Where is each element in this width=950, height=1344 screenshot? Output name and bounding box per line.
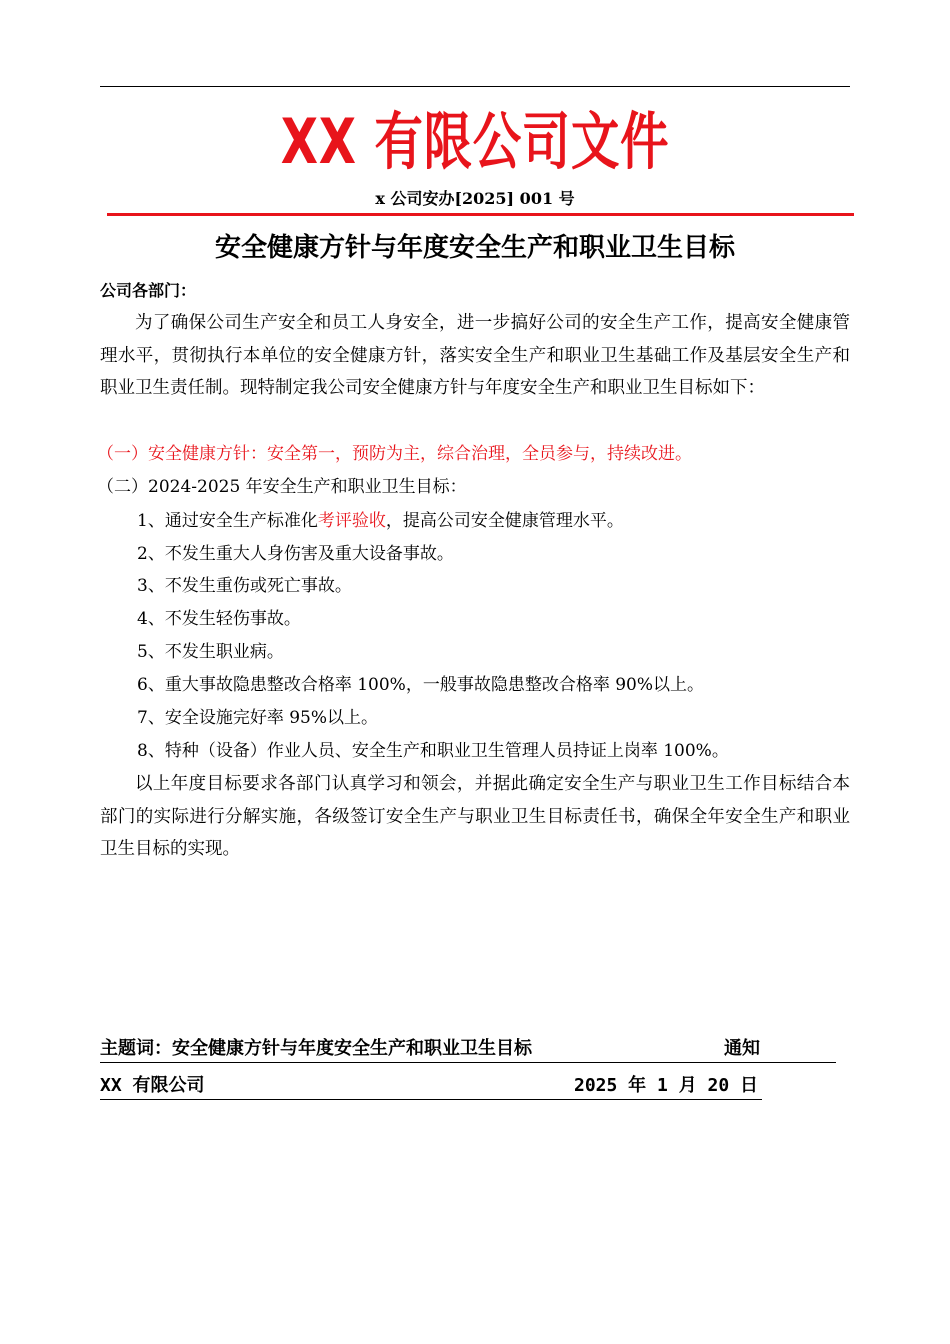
goal-1-prefix: 1、通过安全生产标准化 <box>137 511 318 531</box>
footer-rule-2 <box>100 1099 762 1100</box>
goal-item-2: 2、不发生重大人身伤害及重大设备事故。 <box>137 544 454 564</box>
goal-item-6: 6、重大事故隐患整改合格率 100%，一般事故隐患整改合格率 90%以上。 <box>137 675 705 695</box>
goal-item-1 <box>137 507 624 535</box>
document-banner: XX 有限公司文件 <box>280 105 670 178</box>
footer-rule-1 <box>100 1062 836 1063</box>
goal-item-4: 4、不发生轻伤事故。 <box>137 609 301 629</box>
goal-item-3: 3、不发生重伤或死亡事故。 <box>137 576 352 596</box>
top-rule <box>100 86 850 87</box>
salutation: 公司各部门： <box>100 281 197 300</box>
document-number: x 公司安办[2025] 001 号 <box>375 189 575 208</box>
goals-heading: （二）2024-2025 年安全生产和职业卫生目标： <box>97 477 467 497</box>
red-divider <box>107 213 854 216</box>
closing-paragraph: 以上年度目标要求各部门认真学习和领会，并据此确定安全生产与职业卫生工作目标结合本部门的实际进行分解实施，各级签订安全生产与职业卫生目标责任书，确保全年安全生产和职业卫生目标的实现。 <box>100 774 850 859</box>
footer-date: 2025 年 1 月 20 日 <box>574 1075 759 1096</box>
goal-item-8: 8、特种（设备）作业人员、安全生产和职业卫生管理人员持证上岗率 100%。 <box>137 741 729 761</box>
goal-item-5: 5、不发生职业病。 <box>137 642 284 662</box>
intro-paragraph: 为了确保公司生产安全和员工人身安全，进一步搞好公司的安全生产工作，提高安全健康管理水平，贯彻执行本单位的安全健康方针，落实安全生产和职业卫生基础工作及基层安全生产和职业卫生责任制。现特制定我公司安全健康方针与年度安全生产和职业卫生目标如下： <box>100 313 850 398</box>
policy-line: （一）安全健康方针：安全第一，预防为主，综合治理，全员参与，持续改进。 <box>97 444 692 464</box>
page-title: 安全健康方针与年度安全生产和职业卫生目标 <box>214 233 735 263</box>
goal-item-7: 7、安全设施完好率 95%以上。 <box>137 708 379 728</box>
footer-company: XX 有限公司 <box>100 1075 205 1096</box>
goal-1-highlight: 考评验收 <box>317 511 386 531</box>
footer-subject-suffix: 通知 <box>724 1038 760 1059</box>
goal-1-suffix: ，提高公司安全健康管理水平。 <box>385 511 624 531</box>
footer-subject: 主题词：安全健康方针与年度安全生产和职业卫生目标 <box>100 1038 532 1059</box>
